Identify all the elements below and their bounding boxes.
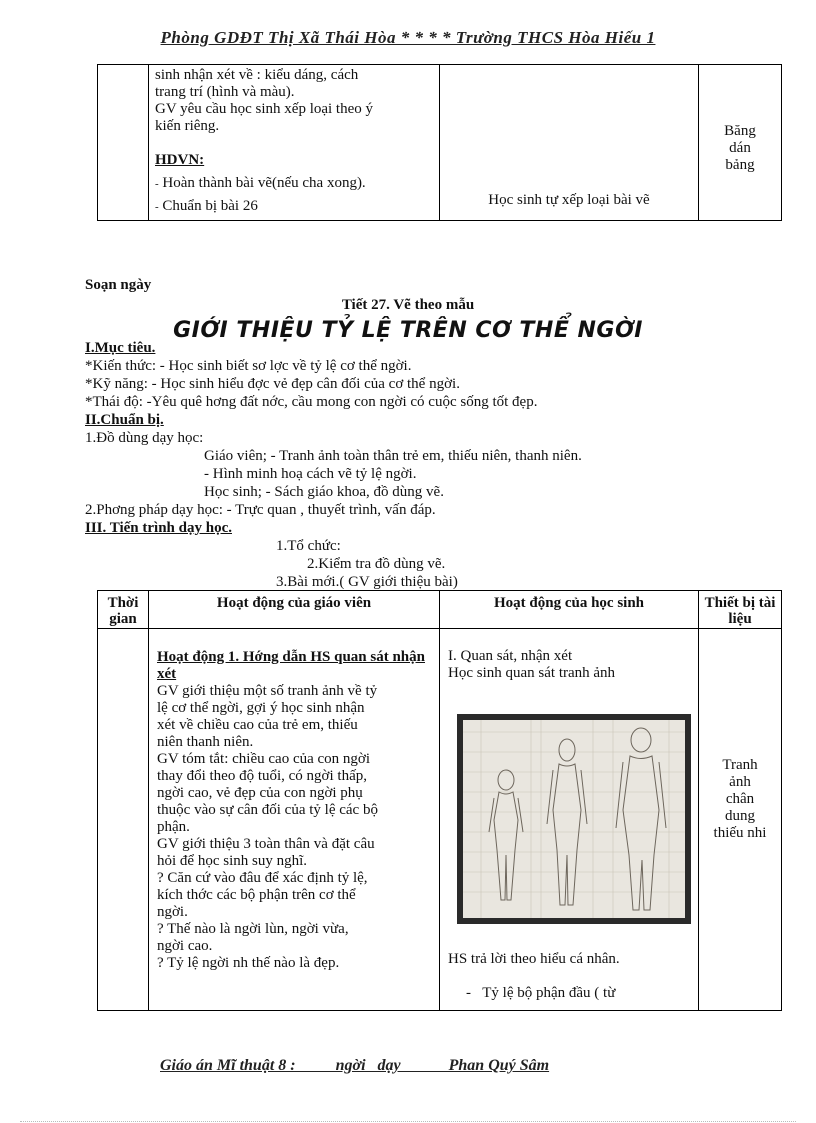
- teacher-line: kiến riêng.: [155, 118, 220, 134]
- header-teacher: Hoạt động của giáo viên: [149, 591, 440, 629]
- teacher-line: GV tóm tắt: chiều cao của con ngời: [157, 751, 371, 767]
- page-footer: Giáo án Mĩ thuật 8 : ngời dạy Phan Quý Sâm: [160, 1057, 550, 1074]
- teacher-line: ? Tỷ lệ ngời nh thế nào là đẹp.: [157, 955, 340, 971]
- section-tien-trinh: III. Tiến trình dạy học.: [85, 520, 232, 536]
- soan-ngay: Soạn ngày: [85, 277, 152, 293]
- teacher-line: kích thớc các bộ phận trên cơ thể: [157, 887, 356, 903]
- muc-tieu-line: *Thái độ: -Yêu quê hơng đất nớc, cầu mong con ngời có cuộc sống tốt đẹp.: [85, 394, 538, 410]
- teacher-line: xét về chiều cao của trẻ em, thiếu: [157, 717, 358, 733]
- chuan-bi-line: Giáo viên; - Tranh ảnh toàn thân trẻ em, thiếu niên, thanh niên.: [204, 448, 582, 464]
- time-cell: [98, 629, 149, 1011]
- section-chuan-bi: II.Chuẩn bị.: [85, 412, 164, 428]
- muc-tieu-line: *Kỹ năng: - Học sinh hiểu đợc vẻ đẹp cân đối của cơ thể ngời.: [85, 376, 460, 392]
- section-muc-tieu: I.Mục tiêu.: [85, 340, 156, 356]
- resource-cell: [699, 65, 782, 221]
- resource-line: Băng: [724, 123, 756, 139]
- resource-cell: [699, 629, 782, 1011]
- teacher-line: ngời cao.: [157, 938, 213, 954]
- resource-line: bảng: [725, 157, 755, 173]
- lesson-title: Tiết 27. Vẽ theo mẫu: [341, 297, 475, 313]
- student-line: I. Quan sát, nhận xét: [448, 648, 573, 664]
- header-time: Thời gian: [98, 591, 149, 629]
- teacher-line: sinh nhận xét về : kiểu dáng, cách: [155, 67, 359, 83]
- student-cell: I. Quan sát, nhận xét Học sinh quan sát tranh ảnh HS trả lời theo hiểu cá nhân. - Tỷ lệ bộ phận đầu ( từ: [440, 629, 699, 1011]
- resource-line: dung: [725, 808, 755, 824]
- teacher-line: ? Căn cứ vào đâu để xác định tỷ lệ,: [157, 870, 368, 886]
- hdvn-item: Hoàn thành bài vẽ(nếu cha xong).: [162, 175, 366, 191]
- teacher-line: phận.: [157, 819, 190, 835]
- body-proportion-photo: [457, 714, 691, 924]
- resource-line: chân: [725, 791, 755, 807]
- teacher-line: GV giới thiệu một số tranh ảnh về tỷ: [157, 683, 378, 699]
- header-resource: Thiết bị tài liệu: [699, 591, 782, 629]
- tien-trinh-line: 3.Bài mới.( GV giới thiệu bài): [276, 574, 458, 590]
- student-cell: [440, 65, 699, 221]
- teacher-line: hỏi để học sinh suy nghĩ.: [157, 853, 307, 869]
- teacher-line: trang trí (hình và màu).: [155, 84, 295, 100]
- teacher-line: ngời.: [157, 904, 188, 920]
- resource-line: thiếu nhi: [713, 825, 767, 841]
- teacher-line: thuộc vào sự cân đối của tỷ lệ các bộ: [157, 802, 378, 818]
- student-line: Học sinh quan sát tranh ảnh: [448, 665, 616, 681]
- resource-line: ảnh: [729, 774, 751, 790]
- hdvn-item: Chuẩn bị bài 26: [162, 198, 258, 214]
- chuan-bi-line: - Hình minh hoạ cách vẽ tỷ lệ ngời.: [204, 466, 417, 482]
- student-text: Học sinh tự xếp loại bài vẽ: [488, 192, 650, 208]
- teacher-line: thay đổi theo độ tuổi, có ngời thấp,: [157, 768, 367, 784]
- time-cell: [98, 65, 149, 221]
- tien-trinh-line: 2.Kiểm tra đồ dùng vẽ.: [307, 556, 446, 572]
- chuan-bi-1: 1.Đồ dùng dạy học:: [85, 430, 204, 446]
- continuation-table: [97, 64, 782, 221]
- resource-line: Tranh: [722, 757, 758, 773]
- teacher-cell: [149, 629, 440, 1011]
- student-answer: HS trả lời theo hiểu cá nhân.: [448, 951, 620, 967]
- page-divider: [20, 1121, 796, 1122]
- teacher-line: niên thanh niên.: [157, 734, 254, 750]
- lesson-subtitle: GIỚI THIỆU TỶ LỆ TRÊN CƠ THỂ NGỜI: [173, 318, 643, 343]
- hdvn-label: HDVN:: [155, 152, 205, 168]
- teacher-line: GV giới thiệu 3 toàn thân và đặt câu: [157, 836, 375, 852]
- teacher-line: ngời cao, vẻ đẹp của con ngời phụ: [157, 785, 363, 801]
- hd1-title: Hoạt động 1. Hớng dẫn HS quan sát nhận xét: [157, 649, 425, 682]
- chuan-bi-2: 2.Phơng pháp dạy học: - Trực quan , thuyết trình, vấn đáp.: [85, 502, 436, 518]
- teacher-line: GV yêu cầu học sinh xếp loại theo ý: [155, 101, 374, 117]
- chuan-bi-line: Học sinh; - Sách giáo khoa, đồ dùng vẽ.: [204, 484, 444, 500]
- body-proportion-figures: [463, 720, 685, 918]
- teacher-line: lệ cơ thể ngời, gợi ý học sinh nhận: [157, 700, 365, 716]
- page-header: Phòng GDĐT Thị Xã Thái Hòa * * * * Trường THCS Hòa Hiếu 1: [160, 28, 656, 47]
- header-student: Hoạt động của học sinh: [440, 591, 699, 629]
- teacher-cell: sinh nhận xét về : kiểu dáng, cách trang trí (hình và màu). GV yêu cầu học sinh xếp loại theo ý kiến riêng. HDVN: - Hoàn thành bài vẽ(nếu cha xong). - Chuẩn bị bài 26: [149, 65, 440, 221]
- tien-trinh-line: 1.Tổ chức:: [276, 538, 341, 554]
- teacher-line: ? Thế nào là ngời lùn, ngời vừa,: [157, 921, 349, 937]
- student-bullet: Tỷ lệ bộ phận đầu ( từ: [482, 985, 616, 1001]
- muc-tieu-line: *Kiến thức: - Học sinh biết sơ lợc về tỷ lệ cơ thể ngời.: [85, 358, 412, 374]
- resource-line: dán: [729, 140, 751, 156]
